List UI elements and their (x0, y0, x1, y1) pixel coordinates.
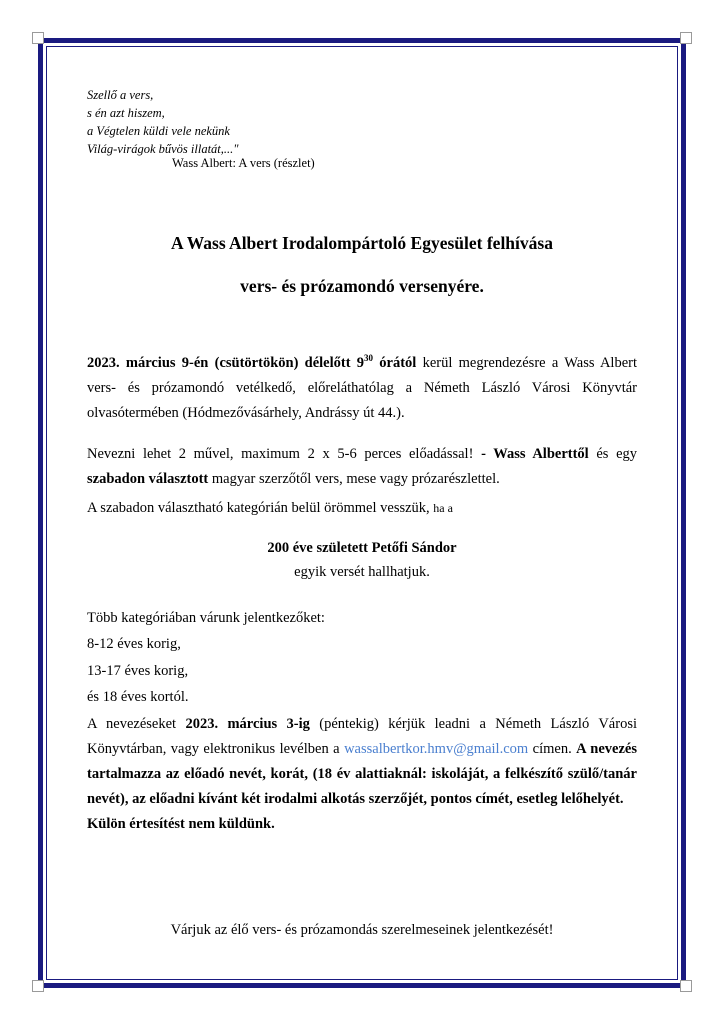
registration-deadline: 2023. március 3-ig (185, 716, 310, 732)
categories-intro: Több kategóriában várunk jelentkezőket: (87, 610, 325, 626)
entry-rules-text: magyar szerzőtől vers, mese vagy prózarészlettel. (208, 471, 500, 487)
entry-rules-paragraph (87, 442, 637, 492)
entry-rules-text: Nevezni lehet 2 művel, maximum 2 x 5-6 perces előadással! (87, 446, 482, 462)
event-paragraph (87, 346, 637, 426)
free-category-text: A szabadon választható kategórián belül örömmel vesszük, (87, 500, 434, 516)
registration-text: címen. (528, 741, 577, 757)
no-notification-notice: Külön értesítést nem küldünk. (87, 816, 275, 832)
registration-text: A nevezéseket (87, 716, 186, 732)
petofi-highlight-sub: egyik versét hallhatjuk. (294, 564, 430, 580)
entry-rules-bold-author: - Wass Alberttől (481, 446, 589, 462)
poem-line: a Végtelen küldi vele nekünk (87, 124, 230, 138)
poem-line: Világ-virágok bűvös illatát,..." (87, 142, 239, 156)
free-category-small: ha a (433, 501, 453, 515)
entry-rules-bold-free: szabadon választott (87, 471, 209, 487)
poem-line: Szellő a vers, (87, 88, 154, 102)
free-category-paragraph (87, 496, 637, 521)
page-subtitle: vers- és prózamondó versenyére. (240, 276, 484, 296)
page-title: A Wass Albert Irodalompártoló Egyesület felhívása (171, 233, 553, 253)
entry-rules-text: és egy (588, 446, 638, 462)
poem-excerpt (87, 86, 239, 158)
category-item: 8-12 éves korig, (87, 636, 181, 652)
closing-line: Várjuk az élő vers- és prózamondás szerelmeseinek jelentkezését! (170, 922, 554, 938)
corner-ornament (680, 980, 692, 992)
petofi-highlight: 200 éve született Petőfi Sándor (267, 540, 457, 556)
corner-ornament (680, 32, 692, 44)
poem-line: s én azt hiszem, (87, 106, 165, 120)
registration-requirements: A nevezés tartalmazza az előadó nevét, korát, (18 év alattiaknál: iskoláját, a felkészítő szülő/tanár nevét), az előadni kívánt két irodalmi alkotás szerzőjét, pontos címét, esetleg lelőhelyét. (87, 741, 637, 807)
email-link[interactable]: wassalbertkor.hmv@gmail.com (344, 741, 529, 757)
event-details: kerül megrendezésre a Wass Albert vers- és prózamondó vetélkedő, előreláthatólag a Németh László Városi Könyvtár olvasótermében (Hódmezővásárhely, Andrássy út 44.). (87, 354, 637, 421)
registration-paragraph (87, 712, 637, 837)
poem-credit: Wass Albert: A vers (részlet) (172, 156, 315, 170)
category-item: 13-17 éves korig, (87, 663, 189, 679)
event-date: 2023. március 9-én (csütörtökön) délelőtt 9 (87, 354, 365, 371)
corner-ornament (32, 980, 44, 992)
registration-text: (péntekig) kérjük leadni a Németh László Városi Könyvtárban, vagy elektronikus levélben a (87, 716, 637, 757)
event-time-superscript: 30 (364, 353, 374, 363)
event-time-suffix: órától (373, 354, 417, 371)
corner-ornament (32, 32, 44, 44)
category-item: és 18 éves kortól. (87, 689, 189, 705)
